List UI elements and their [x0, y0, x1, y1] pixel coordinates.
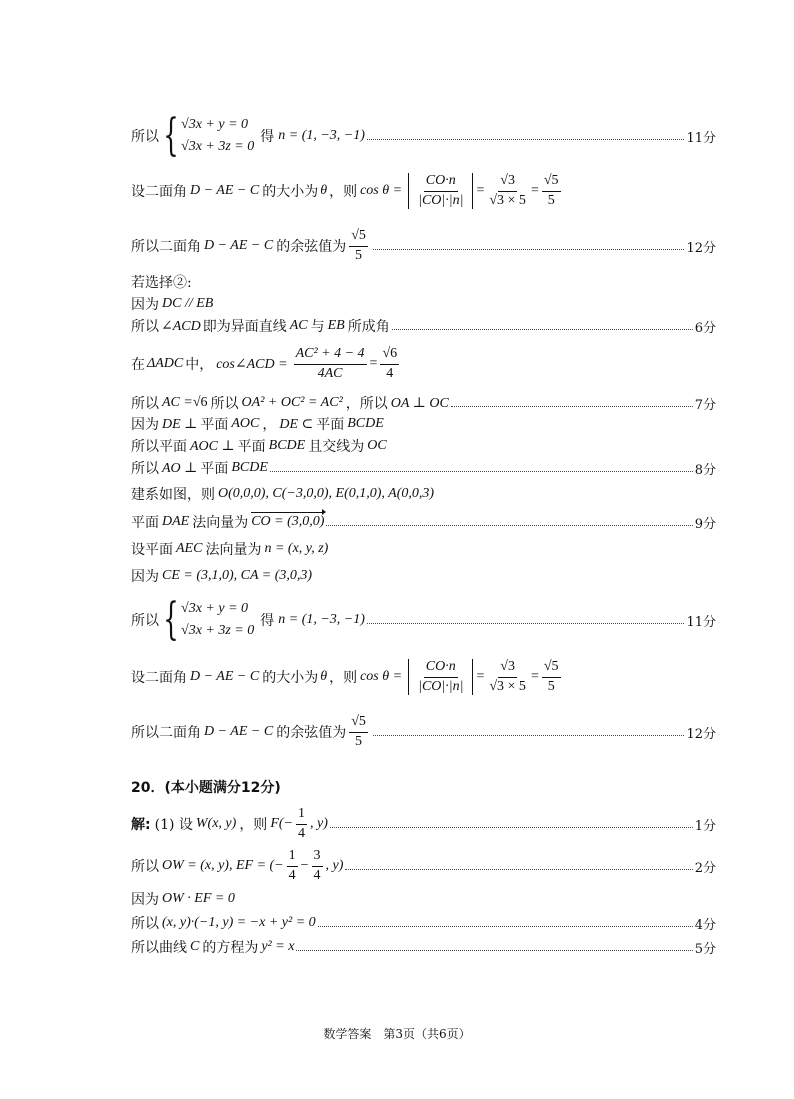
math: W(x, y) — [195, 816, 237, 831]
eq-row-1: 3x + y = 0 — [188, 601, 249, 616]
frac-num: AC² + 4 − 4 — [294, 346, 367, 364]
text: 平面 — [316, 417, 345, 433]
den: 3 × 5 — [497, 192, 526, 208]
math: cos∠ACD = — [216, 356, 288, 372]
score: 7分 — [694, 397, 716, 413]
line-choose-2 — [131, 272, 716, 292]
math: ∠ACD — [161, 318, 201, 334]
score: 6分 — [694, 320, 716, 336]
dihedral: D − AE − C — [190, 183, 260, 198]
equation-system: { √3x + y = 0 √3x + 3z = 0 — [163, 110, 255, 161]
num: 5 — [551, 659, 559, 675]
line-system-2: 所以 { √3x + y = 0 √3x + 3z = 0 得 n = (1, −3, −1) 11分 — [131, 594, 716, 645]
page-footer: 数学答案 第3页（共6页） — [323, 1027, 471, 1041]
math: BCDE — [231, 460, 268, 475]
score: 1分 — [694, 818, 716, 834]
math: EB — [327, 318, 345, 333]
question-20-heading — [131, 776, 716, 798]
math: AC — [289, 318, 308, 333]
text: 因为 — [131, 892, 159, 908]
text: 所以 — [131, 859, 159, 875]
den: 4 — [297, 825, 305, 841]
line-cos-theta-1: 设二面角 D − AE − C 的大小为 θ ，则 cos θ = $\frac{CO\cdot n}{|CO|\cdot|n|}$ = $\frac{√3}{√3 \times 5}$ = $\frac{√5}{5}$ — [131, 173, 559, 208]
math: OW · EF = 0 — [162, 891, 235, 906]
num: 5 — [551, 173, 559, 189]
text: 所以 — [131, 319, 159, 335]
text: 所以曲线 — [131, 940, 187, 956]
den: 5 — [547, 678, 555, 694]
frac-den: 4AC — [317, 365, 343, 381]
math: DC // EB — [162, 296, 214, 311]
line-coords — [131, 482, 716, 506]
line-ow-ef — [131, 846, 716, 886]
math: C — [190, 939, 200, 954]
score: 12分 — [686, 726, 716, 742]
line-cos-theta-2: 设二面角 D − AE − C 的大小为 θ ，则 cos θ = $\frac{CO\cdot n}{|CO|\cdot|n|}$ = $\frac{√3}{√3 \times 5}$ = $\frac{√5}{5}$ — [131, 659, 559, 694]
text: 所以 — [359, 396, 388, 412]
num: 3 — [507, 659, 515, 675]
math: ΔADC — [147, 356, 184, 371]
text-suoyi: 所以 — [131, 129, 159, 145]
text: 平面 — [237, 439, 266, 455]
text: 法向量为 — [205, 542, 262, 558]
text: 所以平面 — [131, 439, 187, 455]
cos-theta: cos θ = — [360, 669, 403, 684]
line-ac-value: 所以 AC = √6 所以 OA² + OC² = AC² ， 所以 OA ⊥ OC 7分 — [131, 395, 716, 413]
frac-den: |CO|·|n| — [418, 192, 464, 208]
text: 的大小为 — [262, 670, 319, 686]
math: AO ⊥ — [162, 460, 198, 476]
math: AOC ⊥ — [190, 438, 235, 454]
score: 5分 — [694, 941, 716, 957]
den: 3 × 5 — [497, 678, 526, 694]
text: 因为 — [131, 569, 159, 585]
score: 2分 — [694, 860, 716, 876]
line-ao-perp — [131, 458, 716, 478]
math: y² = x — [261, 939, 295, 954]
text: 所以 — [131, 916, 159, 932]
frac-num: CO·n — [424, 173, 458, 191]
num: 5 — [358, 228, 366, 244]
text: 与 — [310, 319, 325, 335]
math: DE ⊂ — [279, 416, 314, 432]
eq-row-2: 3x + 3z = 0 — [188, 623, 255, 638]
math: AC = — [162, 395, 193, 410]
math: AOC — [231, 416, 260, 431]
line-ow-dot-ef — [131, 888, 716, 910]
text: 的余弦值为 — [276, 725, 347, 741]
text: ， — [345, 396, 360, 412]
text: 因为 — [131, 297, 159, 313]
line-ce-ca — [131, 564, 716, 588]
text: 即为异面直线 — [202, 319, 287, 335]
line-dc-eb — [131, 294, 716, 314]
den: 4 — [386, 365, 394, 381]
math: DAE — [162, 514, 190, 529]
text: ，则 — [329, 670, 358, 686]
text: 平面 — [200, 461, 229, 477]
math: CO = (3,0,0) — [251, 514, 325, 529]
dihedral: D − AE − C — [204, 238, 274, 253]
cos-theta: cos θ = — [360, 183, 403, 198]
score: 12分 — [686, 240, 716, 256]
math: F(− — [270, 816, 293, 831]
text: 所成角 — [347, 319, 390, 335]
math: BCDE — [268, 438, 306, 453]
math: OA² + OC² = AC² — [241, 395, 343, 410]
math: OW = (x, y), EF = (− — [162, 858, 284, 873]
abs-value — [408, 173, 473, 208]
eq-row-2: 3x + 3z = 0 — [188, 139, 255, 154]
score: 8分 — [694, 462, 716, 478]
text: (1) 设 — [154, 817, 193, 833]
math: CE = (3,1,0), CA = (3,0,3) — [162, 568, 313, 583]
text: 法向量为 — [192, 515, 249, 531]
frac-den: |CO|·|n| — [418, 678, 464, 694]
math: O(0,0,0), C(−3,0,0), E(0,1,0), A(0,0,3) — [218, 486, 435, 501]
theta: θ — [320, 669, 328, 684]
math: n = (1, −3, −1) — [278, 612, 365, 627]
theta: θ — [320, 183, 328, 198]
n-result: n = (1, −3, −1) — [278, 128, 365, 143]
text: 且交线为 — [308, 439, 365, 455]
den: 4 — [288, 867, 296, 883]
text: 中， — [185, 357, 214, 373]
heading: 20．(本小题满分12分) — [131, 780, 281, 796]
text: 因为 — [131, 417, 159, 433]
math: n = (x, y, z) — [264, 541, 329, 556]
text: 平面 — [200, 417, 229, 433]
num: 5 — [358, 714, 366, 730]
math: BCDE — [347, 416, 384, 431]
dihedral: D − AE − C — [190, 669, 260, 684]
line-xy-dot — [131, 912, 716, 934]
math: (x, y)·(−1, y) = −x + y² = 0 — [162, 915, 316, 930]
line-de-perp — [131, 414, 716, 434]
line-cosine-value-1: 所以二面角 D − AE − C 的余弦值为 $\frac{√5}{5}$ 12分 — [131, 228, 716, 263]
text: 平面 — [131, 515, 159, 531]
text: 所以 — [210, 396, 239, 412]
text: 设二面角 — [131, 184, 187, 200]
text: ，则 — [239, 817, 268, 833]
line-normal-aec — [131, 538, 716, 560]
den: 5 — [355, 247, 363, 263]
math: , y) — [309, 816, 328, 831]
score: 9分 — [694, 516, 716, 532]
text: 的方程为 — [202, 940, 259, 956]
line-cos-acd: 在 ΔADC 中， cos∠ACD = $\frac{\text{AC² + 4 − 4}}{4AC}$ = $\frac{√6}{4}$ — [131, 346, 398, 381]
math: − — [300, 858, 309, 873]
line-curve-c — [131, 936, 716, 958]
text: ，则 — [329, 184, 358, 200]
math: OC — [367, 438, 387, 453]
text: 设二面角 — [131, 670, 187, 686]
math: , y) — [325, 858, 344, 873]
num: 3 — [507, 173, 515, 189]
num: 3 — [312, 848, 323, 866]
dihedral: D − AE − C — [204, 724, 274, 739]
num: 1 — [296, 806, 307, 824]
text: ， — [262, 417, 277, 433]
score: 11分 — [686, 614, 716, 630]
den: 5 — [547, 192, 555, 208]
text: 在 — [131, 357, 145, 373]
text-de: 得 — [260, 129, 275, 145]
num: 6 — [390, 346, 398, 362]
line-system-1 — [131, 108, 716, 164]
text: 若选择②: — [131, 275, 192, 291]
frac-num: CO·n — [424, 659, 458, 677]
score: 11分 — [686, 130, 716, 146]
score: 4分 — [694, 917, 716, 933]
num: 1 — [287, 848, 298, 866]
text: 所以二面角 — [131, 725, 201, 741]
text: 设平面 — [131, 542, 173, 558]
text: 所以 — [131, 613, 159, 629]
text: 的余弦值为 — [276, 239, 347, 255]
text: 建系如图，则 — [131, 487, 215, 503]
den: 4 — [313, 867, 321, 883]
line-cosine-value-2: 所以二面角 D − AE − C 的余弦值为 $\frac{√5}{5}$ 12分 — [131, 714, 716, 749]
eq-row-1: 3x + y = 0 — [188, 117, 249, 132]
text: 所以二面角 — [131, 239, 201, 255]
text: 解: — [131, 817, 151, 833]
text: 的大小为 — [262, 184, 319, 200]
line-set-w — [131, 804, 716, 844]
text: 得 — [260, 613, 275, 629]
line-plane-aoc — [131, 436, 716, 456]
math: OA ⊥ OC — [390, 395, 449, 411]
math: 6 — [200, 395, 208, 410]
math: AEC — [176, 541, 203, 556]
line-normal-dae — [131, 510, 716, 534]
text: 所以 — [131, 461, 159, 477]
text: 所以 — [131, 396, 159, 412]
line-angle — [131, 316, 716, 336]
math: DE ⊥ — [162, 416, 198, 432]
den: 5 — [355, 733, 363, 749]
